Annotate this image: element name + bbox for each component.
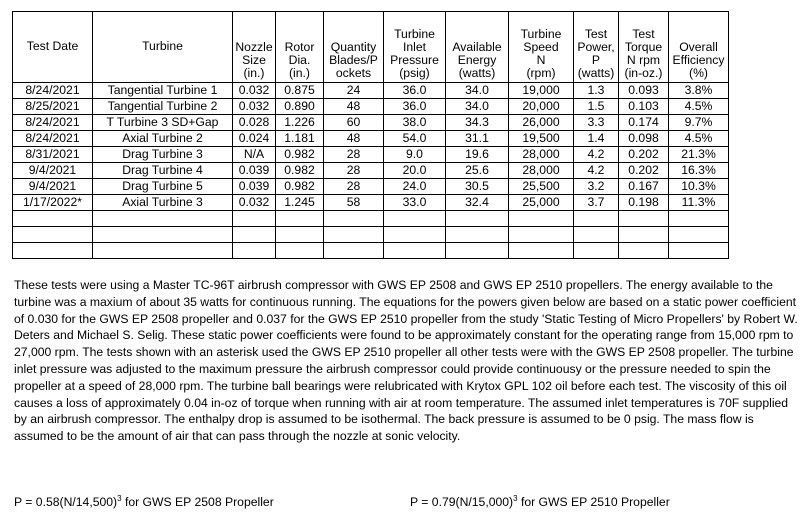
table-row <box>13 131 729 147</box>
table-cell: 48 <box>324 131 384 147</box>
column-header-line: Available <box>452 40 502 54</box>
formula-tail: for GWS EP 2510 Propeller <box>517 495 670 509</box>
column-header-line: (rpm) <box>526 66 556 80</box>
table-row <box>13 179 729 195</box>
table-cell: Tangential Turbine 2 <box>93 99 233 115</box>
table-cell: 28 <box>324 179 384 195</box>
table-row <box>13 163 729 179</box>
table-cell: 0.982 <box>276 179 324 195</box>
table-cell <box>669 243 729 259</box>
column-header-line: Test Date <box>26 38 79 53</box>
table-cell: 1.4 <box>574 131 619 147</box>
column-header-line: Turbine <box>520 27 562 41</box>
table-cell: 8/24/2021 <box>13 83 93 99</box>
table-cell: 1.245 <box>276 195 324 211</box>
table-cell: 0.039 <box>233 163 276 179</box>
formula-base: P = 0.79(N/15,000) <box>410 495 514 509</box>
table-cell <box>619 227 669 243</box>
table-cell: 24.0 <box>384 179 446 195</box>
column-header <box>669 12 729 83</box>
table-cell: 0.982 <box>276 147 324 163</box>
table-cell: 8/31/2021 <box>13 147 93 163</box>
table-cell: 1.226 <box>276 115 324 131</box>
table-cell: 9.7% <box>669 115 729 131</box>
table-cell: 0.024 <box>233 131 276 147</box>
table-cell: 25,000 <box>509 195 574 211</box>
formula-base: P = 0.58(N/14,500) <box>14 495 118 509</box>
column-header <box>324 12 384 83</box>
table-cell <box>446 227 509 243</box>
column-header-line: Test <box>632 27 655 41</box>
table-cell: 0.875 <box>276 83 324 99</box>
table-cell: 36.0 <box>384 83 446 99</box>
table-cell: 16.3% <box>669 163 729 179</box>
table-cell: 28,000 <box>509 147 574 163</box>
table-cell: 9/4/2021 <box>13 179 93 195</box>
column-header-line: (watts) <box>458 66 496 80</box>
table-cell: 21.3% <box>669 147 729 163</box>
table-cell: Drag Turbine 3 <box>93 147 233 163</box>
formula-ep2510 <box>410 495 670 509</box>
column-header <box>574 12 619 83</box>
table-cell: 0.098 <box>619 131 669 147</box>
table-cell: 4.2 <box>574 147 619 163</box>
column-header-line: Torque <box>624 40 663 54</box>
table-cell: 9/4/2021 <box>13 163 93 179</box>
table-cell <box>574 243 619 259</box>
column-header-line: Overall <box>679 40 718 54</box>
table-cell: 1/17/2022* <box>13 195 93 211</box>
column-header-line: N rpm <box>626 53 661 67</box>
table-cell: 19.6 <box>446 147 509 163</box>
table-cell: 34.3 <box>446 115 509 131</box>
table-cell: 0.103 <box>619 99 669 115</box>
table-cell: Tangential Turbine 1 <box>93 83 233 99</box>
column-header-line: Power, <box>577 40 615 54</box>
table-cell: Axial Turbine 2 <box>93 131 233 147</box>
table-cell: 10.3% <box>669 179 729 195</box>
table-cell <box>324 227 384 243</box>
column-header-line: (in.) <box>289 66 310 80</box>
column-header-line: N <box>536 53 546 67</box>
column-header-line: (%) <box>689 66 708 80</box>
table-cell: 4.2 <box>574 163 619 179</box>
table-cell: 3.3 <box>574 115 619 131</box>
table-cell: 8/25/2021 <box>13 99 93 115</box>
table-header <box>13 12 729 83</box>
table-cell: 48 <box>324 99 384 115</box>
table-row <box>13 115 729 131</box>
column-header-line: (in.) <box>243 66 265 80</box>
table-cell: Drag Turbine 5 <box>93 179 233 195</box>
formula-exponent: 3 <box>117 494 122 503</box>
table-cell: 3.2 <box>574 179 619 195</box>
table-cell: 0.032 <box>233 83 276 99</box>
table-cell: 38.0 <box>384 115 446 131</box>
table-cell: 60 <box>324 115 384 131</box>
table-cell: T Turbine 3 SD+Gap <box>93 115 233 131</box>
column-header-line: Size <box>242 53 266 67</box>
column-header-line: Quantity <box>330 40 377 54</box>
column-header-line: Energy <box>457 53 497 67</box>
table-row <box>13 211 729 227</box>
formula-ep2508 <box>14 495 274 509</box>
table-cell: 28 <box>324 147 384 163</box>
table-cell: 28 <box>324 163 384 179</box>
column-header <box>446 12 509 83</box>
table-cell: 0.890 <box>276 99 324 115</box>
column-header <box>93 12 233 83</box>
table-cell <box>276 227 324 243</box>
column-header-line: Efficiency <box>672 53 725 67</box>
table-cell <box>13 211 93 227</box>
table-cell <box>509 211 574 227</box>
table-cell: 1.5 <box>574 99 619 115</box>
table-cell <box>276 211 324 227</box>
table-cell <box>324 243 384 259</box>
table-cell: 34.0 <box>446 99 509 115</box>
table-cell <box>93 227 233 243</box>
table-cell: Drag Turbine 4 <box>93 163 233 179</box>
column-header-line: Speed <box>523 40 559 54</box>
table-cell: 36.0 <box>384 99 446 115</box>
table-cell: 25,500 <box>509 179 574 195</box>
table-cell: 26,000 <box>509 115 574 131</box>
table-cell: 4.5% <box>669 99 729 115</box>
column-header-line: Dia. <box>288 53 311 67</box>
column-header-line: Pressure <box>390 53 439 67</box>
table-cell: 0.174 <box>619 115 669 131</box>
table-cell: Axial Turbine 3 <box>93 195 233 211</box>
table-cell: 54.0 <box>384 131 446 147</box>
table-cell: 0.982 <box>276 163 324 179</box>
table-cell: 0.032 <box>233 195 276 211</box>
table-cell: 32.4 <box>446 195 509 211</box>
table-cell <box>509 227 574 243</box>
table-cell: 1.181 <box>276 131 324 147</box>
column-header-line: Rotor <box>284 40 315 54</box>
table-cell: 20.0 <box>384 163 446 179</box>
column-header <box>384 12 446 83</box>
table-cell: 19,500 <box>509 131 574 147</box>
table-cell <box>93 211 233 227</box>
column-header-line: Turbine <box>142 38 183 53</box>
table-cell <box>669 227 729 243</box>
table-cell: 30.5 <box>446 179 509 195</box>
table-row <box>13 99 729 115</box>
column-header <box>619 12 669 83</box>
table-cell <box>93 243 233 259</box>
table-cell: 8/24/2021 <box>13 115 93 131</box>
table-cell <box>13 243 93 259</box>
table-cell <box>446 211 509 227</box>
table-cell: 20,000 <box>509 99 574 115</box>
column-header <box>13 12 93 83</box>
table-cell: 11.3% <box>669 195 729 211</box>
column-header <box>509 12 574 83</box>
table-row <box>13 243 729 259</box>
column-header-line: Nozzle <box>235 40 273 54</box>
table-cell: 1.3 <box>574 83 619 99</box>
table-cell: 34.0 <box>446 83 509 99</box>
table-cell <box>384 243 446 259</box>
table-cell <box>509 243 574 259</box>
table-cell: 58 <box>324 195 384 211</box>
table-cell <box>233 227 276 243</box>
table-cell: 31.1 <box>446 131 509 147</box>
table-cell: 24 <box>324 83 384 99</box>
table-cell <box>574 227 619 243</box>
table-cell <box>324 211 384 227</box>
column-header-line: Test <box>584 27 608 41</box>
table-cell: N/A <box>233 147 276 163</box>
table-cell <box>276 243 324 259</box>
table-cell: 3.7 <box>574 195 619 211</box>
table-cell <box>619 211 669 227</box>
table-cell: 0.039 <box>233 179 276 195</box>
column-header-line: Inlet <box>402 40 427 54</box>
table-row <box>13 195 729 211</box>
table-cell <box>233 211 276 227</box>
column-header-line: (psig) <box>399 66 430 80</box>
table-cell: 0.028 <box>233 115 276 131</box>
table-cell <box>384 227 446 243</box>
column-header-line: (in-oz.) <box>624 66 663 80</box>
table-cell: 0.167 <box>619 179 669 195</box>
table-cell: 0.202 <box>619 163 669 179</box>
formula-exponent: 3 <box>513 494 518 503</box>
table-cell <box>233 243 276 259</box>
table-body <box>13 83 729 259</box>
column-header-line: Turbine <box>394 27 435 41</box>
table-cell: 25.6 <box>446 163 509 179</box>
table-cell: 0.198 <box>619 195 669 211</box>
table-cell: 9.0 <box>384 147 446 163</box>
column-header-line: Blades/P <box>329 53 378 67</box>
table-cell <box>619 243 669 259</box>
column-header <box>276 12 324 83</box>
table-row <box>13 83 729 99</box>
table-cell: 0.202 <box>619 147 669 163</box>
formula-tail: for GWS EP 2508 Propeller <box>121 495 274 509</box>
results-table <box>12 11 729 259</box>
notes-paragraph: These tests were using a Master TC-96T airbrush compressor with GWS EP 2508 and GWS EP 2510 propellers. The energy available to the turbine was a maxium of about 35 watts for continuous running. The equations for the powers given below are based on a static power coefficient of 0.030 for the GWS EP 2508 propeller and 0.037 for the GWS EP 2510 propeller from the study 'Static Testing of Micro Propellers' by Robert W. Deters and Michael S. Selig. These static power coefficients were found to be approximately constant for the operating range from 15,000 rpm to 27,000 rpm. The tests shown with an asterisk used the GWS EP 2510 propeller all other tests were with the GWS EP 2508 propeller. The turbine inlet pressure was adjusted to the maximum pressure the airbrush compressor could provide continuousy or the pressure needed to spin the propeller at a speed of 28,000 rpm. The turbine ball bearings were relubricated with Krytox GPL 102 oil before each test. The viscosity of this oil causes a loss of approximately 0.04 in-oz of torque when running with air at room temperature. The assumed inlet temperatures is 70F supplied by an airbrush compressor. The enthalpy drop is assumed to be isothermal. The back pressure is assumed to be 0 psig. The mass flow is assumed to be the amount of air that can pass through the nozzle at sonic velocity. <box>14 278 798 444</box>
column-header-line: P <box>591 53 601 67</box>
table-cell <box>574 211 619 227</box>
table-cell: 33.0 <box>384 195 446 211</box>
header-row <box>13 12 729 83</box>
table-cell <box>446 243 509 259</box>
table-cell: 0.032 <box>233 99 276 115</box>
table-row <box>13 147 729 163</box>
column-header-line: (watts) <box>577 66 615 80</box>
column-header-line: ockets <box>335 66 372 80</box>
column-header <box>233 12 276 83</box>
table-cell <box>13 227 93 243</box>
table-row <box>13 227 729 243</box>
table-cell <box>669 211 729 227</box>
table-cell: 4.5% <box>669 131 729 147</box>
table-cell: 19,000 <box>509 83 574 99</box>
table-cell: 28,000 <box>509 163 574 179</box>
table-cell: 8/24/2021 <box>13 131 93 147</box>
table-cell: 0.093 <box>619 83 669 99</box>
table-cell: 3.8% <box>669 83 729 99</box>
table-cell <box>384 211 446 227</box>
